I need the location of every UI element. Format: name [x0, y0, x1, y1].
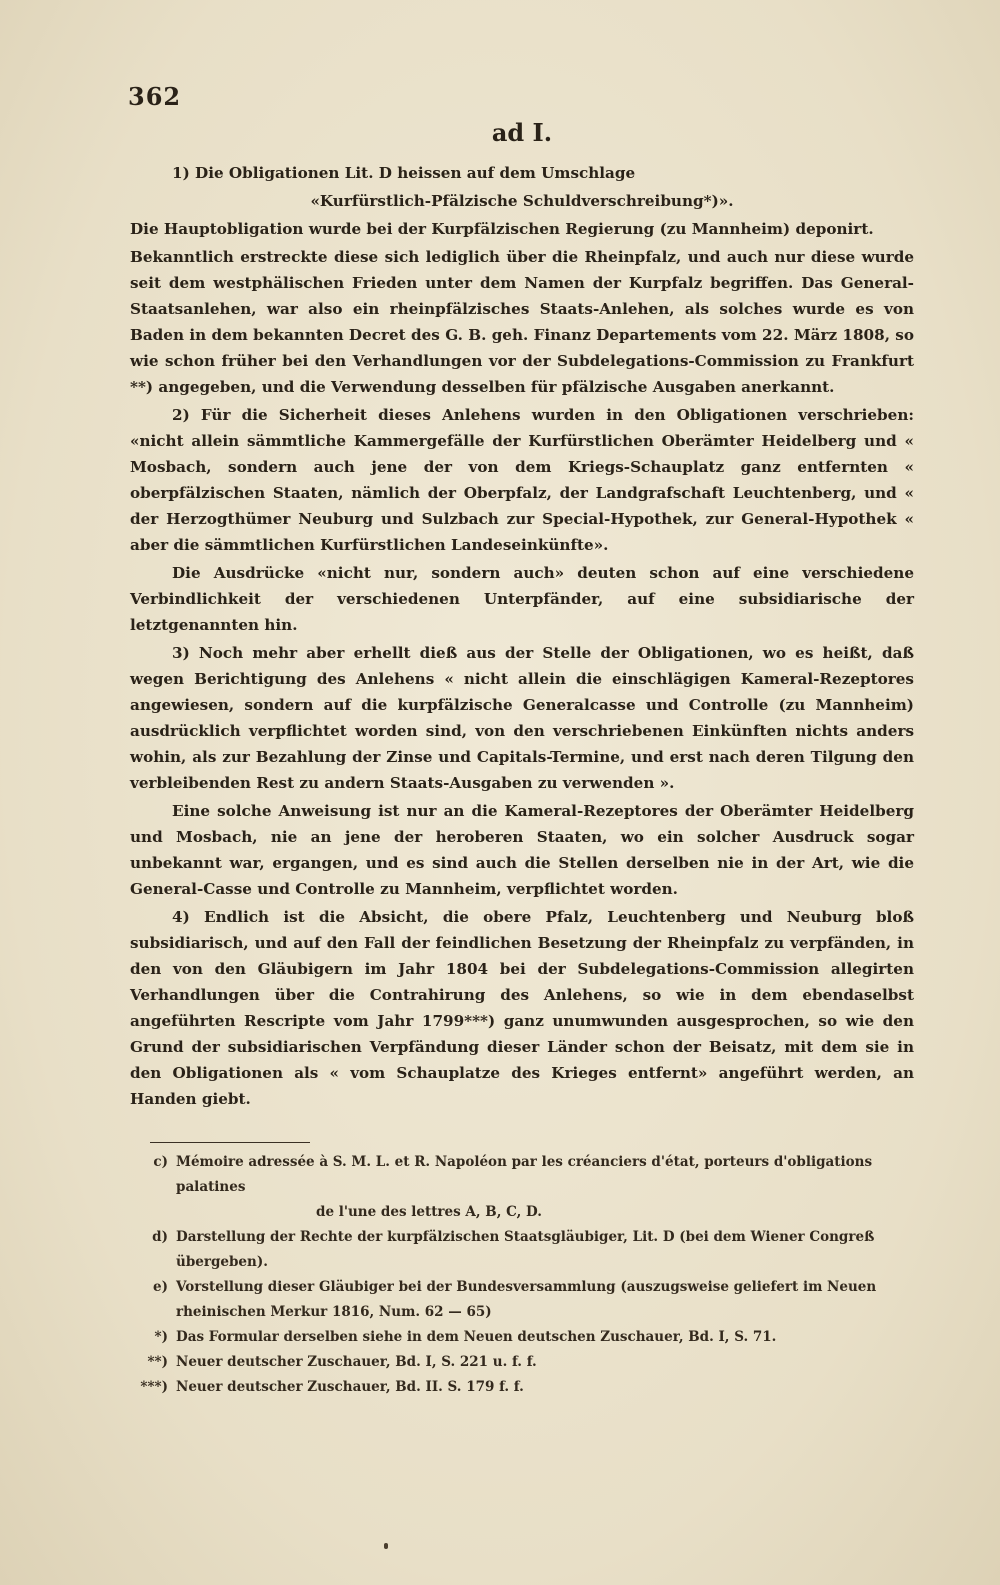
- paragraph-2-security: 2) Für die Sicherheit dieses Anlehens wurden in den Obligationen verschrieben: «nicht allein sämmtliche Kammergefälle der Kurfürstlichen Oberämter Heidelberg und « Mosbach, sondern auch jene der von dem Kriegs-Schauplatz ganz entfernten « oberpfälzischen Staaten, nämlich der Oberpfalz, der Landgrafschaft Leuchtenberg, und « der Herzogthümer Neuburg und Sulzbach zur Special-Hypothek, zur General-Hypothek « aber die sämmtlichen Kurfürstlichen Landeseinkünfte».: [130, 406, 914, 554]
- footnote-mark: *): [154, 1329, 168, 1345]
- paragraph-ausdruecke: Die Ausdrücke «nicht nur, sondern auch» deuten schon auf eine verschiedene Verbindlichkeit der verschiedenen Unterpfänder, auf eine subsidiarische der letztgenannten hin.: [130, 564, 914, 634]
- paragraph-4-absicht: 4) Endlich ist die Absicht, die obere Pfalz, Leuchtenberg und Neuburg bloß subsidiarisch, und auf den Fall der feindlichen Besetzung der Rheinpfalz zu verpfänden, in den von den Gläubigern im Jahr 1804 bei der Subdelegations-Commission allegirten Verhandlungen über die Contrahirung des Anlehens, so wie in dem ebendaselbst angeführten Rescripte vom Jahr 1799***) ganz unumwunden ausgesprochen, so wie den Grund der subsidiarischen Verpfändung dieser Länder schon der Beisatz, mit dem sie in den Obligationen als « vom Schauplatze des Krieges entfernt» angeführt werden, an Handen giebt.: [130, 908, 914, 1108]
- footnote-mark: c): [153, 1154, 168, 1170]
- section-heading: ad I.: [491, 118, 553, 147]
- footnote-mark: [140, 1200, 176, 1225]
- paragraph-3-stelle: 3) Noch mehr aber erhellt dieß aus der Stelle der Obligationen, wo es heißt, daß wegen Berichtigung des Anlehens « nicht allein die einschlägigen Kameral-Rezeptores angewiesen, sondern auf die kurpfälzische Generalcasse und Controlle (zu Mannheim) ausdrücklich verpflichtet worden sind, von den verschriebenen Einkünften nichts anders wohin, als zur Bezahlung der Zinse und Capitals-Termine, und erst nach deren Tilgung den verbleibenden Rest zu andern Staats-Ausgaben zu verwenden ».: [130, 644, 914, 792]
- footnote-text: de l'une des lettres A, B, C, D.: [316, 1204, 542, 1220]
- footnote-text: Neuer deutscher Zuschauer, Bd. I, S. 221 u. f. f.: [176, 1354, 537, 1370]
- footnote-mark: ***): [140, 1379, 168, 1395]
- paragraph-title-quote: «Kurfürstlich-Pfälzische Schuldverschreibung*)».: [310, 192, 734, 210]
- footnote-divider: [150, 1142, 310, 1143]
- paragraph-anweisung: Eine solche Anweisung ist nur an die Kameral-Rezeptores der Oberämter Heidelberg und Mosbach, nie an jene der heroberen Staaten, wo ein solcher Ausdruck sogar unbekannt war, ergangen, und es sind auch die Stellen derselben nie in der Art, wie die General-Casse und Controlle zu Mannheim, verpflichtet worden.: [130, 802, 914, 898]
- footnote-d: [140, 1225, 916, 1275]
- footnote-text: Mémoire adressée à S. M. L. et R. Napoléon par les créanciers d'état, porteurs d'obligations palatines: [176, 1154, 873, 1195]
- paragraph-1-intro: 1) Die Obligationen Lit. D heissen auf dem Umschlage: [172, 164, 636, 182]
- footnote-mark: d): [152, 1229, 168, 1245]
- paragraph-rheinpfalz: Bekanntlich erstreckte diese sich lediglich über die Rheinpfalz, und auch nur diese wurde seit dem westphälischen Frieden unter dem Namen der Kurpfalz begriffen. Das General-Staatsanlehen, war also ein rheinpfälzisches Staats-Anlehen, als solches wurde es von Baden in dem bekannten Decret des G. B. geh. Finanz Departements vom 22. März 1808, so wie schon früher bei den Verhandlungen vor der Subdelegations-Commission zu Frankfurt **) angegeben, und die Verwendung desselben für pfälzische Ausgaben anerkannt.: [130, 248, 914, 396]
- footnote-mark: e): [153, 1279, 168, 1295]
- footnote-mark: **): [147, 1354, 168, 1370]
- footnote-star-2: [140, 1350, 916, 1375]
- footnote-text: Neuer deutscher Zuschauer, Bd. II. S. 179 f. f.: [176, 1379, 524, 1395]
- body-text: [130, 160, 914, 1114]
- footnote-text: Das Formular derselben siehe in dem Neuen deutschen Zuschauer, Bd. I, S. 71.: [176, 1329, 777, 1345]
- footnote-e: [140, 1275, 916, 1325]
- footnote-c-continuation: [140, 1200, 916, 1225]
- footnotes: [140, 1150, 916, 1400]
- paragraph-deposit: Die Hauptobligation wurde bei der Kurpfälzischen Regierung (zu Mannheim) deponirt.: [130, 220, 874, 238]
- footnote-c: [140, 1150, 916, 1200]
- footnote-text: Darstellung der Rechte der kurpfälzischen Staatsgläubiger, Lit. D (bei dem Wiener Congreß übergeben).: [176, 1229, 875, 1270]
- footnote-text: Vorstellung dieser Gläubiger bei der Bundesversammlung (auszugsweise geliefert im Neuen rheinischen Merkur 1816, Num. 62 — 65): [176, 1279, 877, 1320]
- footnote-star-3: [140, 1375, 916, 1400]
- ink-speck: [384, 1543, 388, 1549]
- page-number: 362: [128, 82, 182, 111]
- footnote-star-1: [140, 1325, 916, 1350]
